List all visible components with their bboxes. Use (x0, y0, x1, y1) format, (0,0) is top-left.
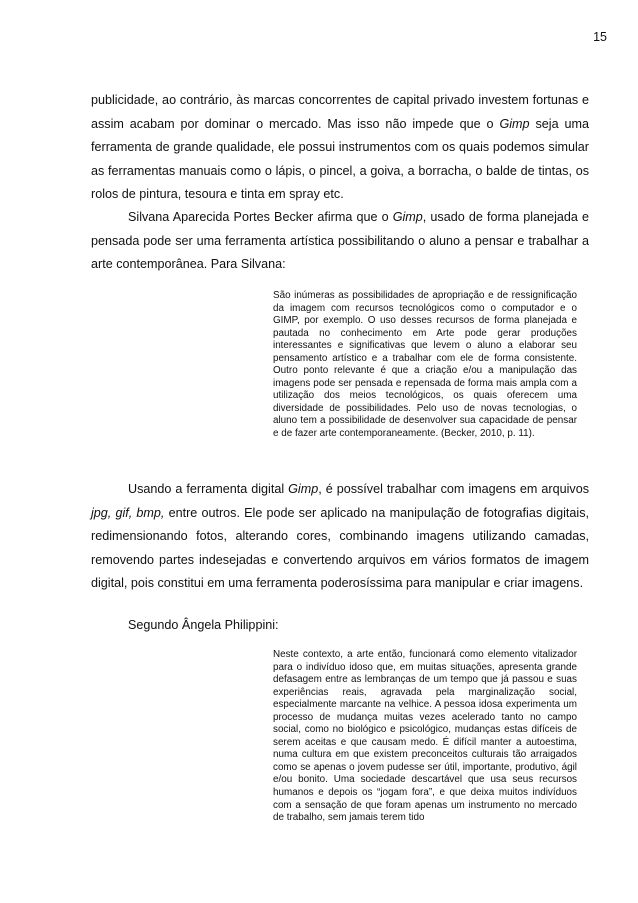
paragraph-philippini-intro: Segundo Ângela Philippini: (128, 618, 279, 632)
block-quote-becker: São inúmeras as possibilidades de apropriação e de ressignificação da imagem com recursos tecnológicos como o computador e o GIMP, por exemplo. O uso desses recursos de forma planejada e pautada no conhecimento em Arte pode gerar produções interessantes e significativas que levem o aluno a elaborar seu pensamento artístico e a trabalhar com ele de forma consistente. Outro ponto relevante é que a criação e/ou a manipulação das imagens pode ser pensada e repensada de forma mais ampla com a utilização dos meios tecnológicos, os quais oferecem uma diversidade de possibilidades. Pelo uso de novas tecnologias, o aluno tem a possibilidade de desenvolver sua capacidade de pensar e de fazer arte contemporaneamente. (Becker, 2010, p. 11). (273, 290, 577, 440)
paragraph-becker-intro: Silvana Aparecida Portes Becker afirma que o Gimp, usado de forma planejada e pensada pode ser uma ferramenta artística possibilitando o aluno a pensar e trabalhar a arte contemporânea. Para Silvana: (91, 210, 589, 271)
paragraph-gimp-quality: publicidade, ao contrário, às marcas concorrentes de capital privado investem fortunas e assim acabam por dominar o mercado. Mas isso não impede que o Gimp seja uma ferramenta de grande qualidade, ele possui instrumentos com os quais podemos simular as ferramentas manuais como o lápis, o pincel, a goiva, a borracha, o balde de tintas, os rolos de pintura, tesoura e tinta em spray etc. (91, 93, 589, 201)
page-number: 15 (593, 30, 607, 44)
block-quote-philippini: Neste contexto, a arte então, funcionará como elemento vitalizador para o indivíduo idoso que, em muitas situações, apresenta grande defasagem entre as lembranças de um tempo que já passou e suas experiências reais, agravada pela marginalização social, especialmente marcante na velhice. A pessoa idosa experimenta um processo de mudança muitas vezes acelerado tanto no campo social, como no biológico e psicológico, mudanças estas difíceis de serem aceitas e que causam medo. É difícil manter a autoestima, numa cultura em que existem preconceitos culturais tão arraigados como se apenas o jovem pudesse ser útil, importante, produtivo, ágil e/ou bonito. Uma sociedade descartável que usa seus recursos humanos e depois os “jogam fora”, e que deixa muitos indivíduos com a sensação de que foram apenas um instrumento no mercado de trabalho, sem jamais terem tido (273, 649, 577, 824)
paragraph-gimp-usage: Usando a ferramenta digital Gimp, é possível trabalhar com imagens em arquivos jpg, gif, bmp, entre outros. Ele pode ser aplicado na manipulação de fotografias digitais, redimensionando fotos, alterando cores, combinando imagens utilizando camadas, removendo partes indesejadas e convertendo arquivos em vários formatos de imagem digital, pois constitui em uma ferramenta poderosíssima para manipular e criar imagens. (91, 482, 589, 590)
